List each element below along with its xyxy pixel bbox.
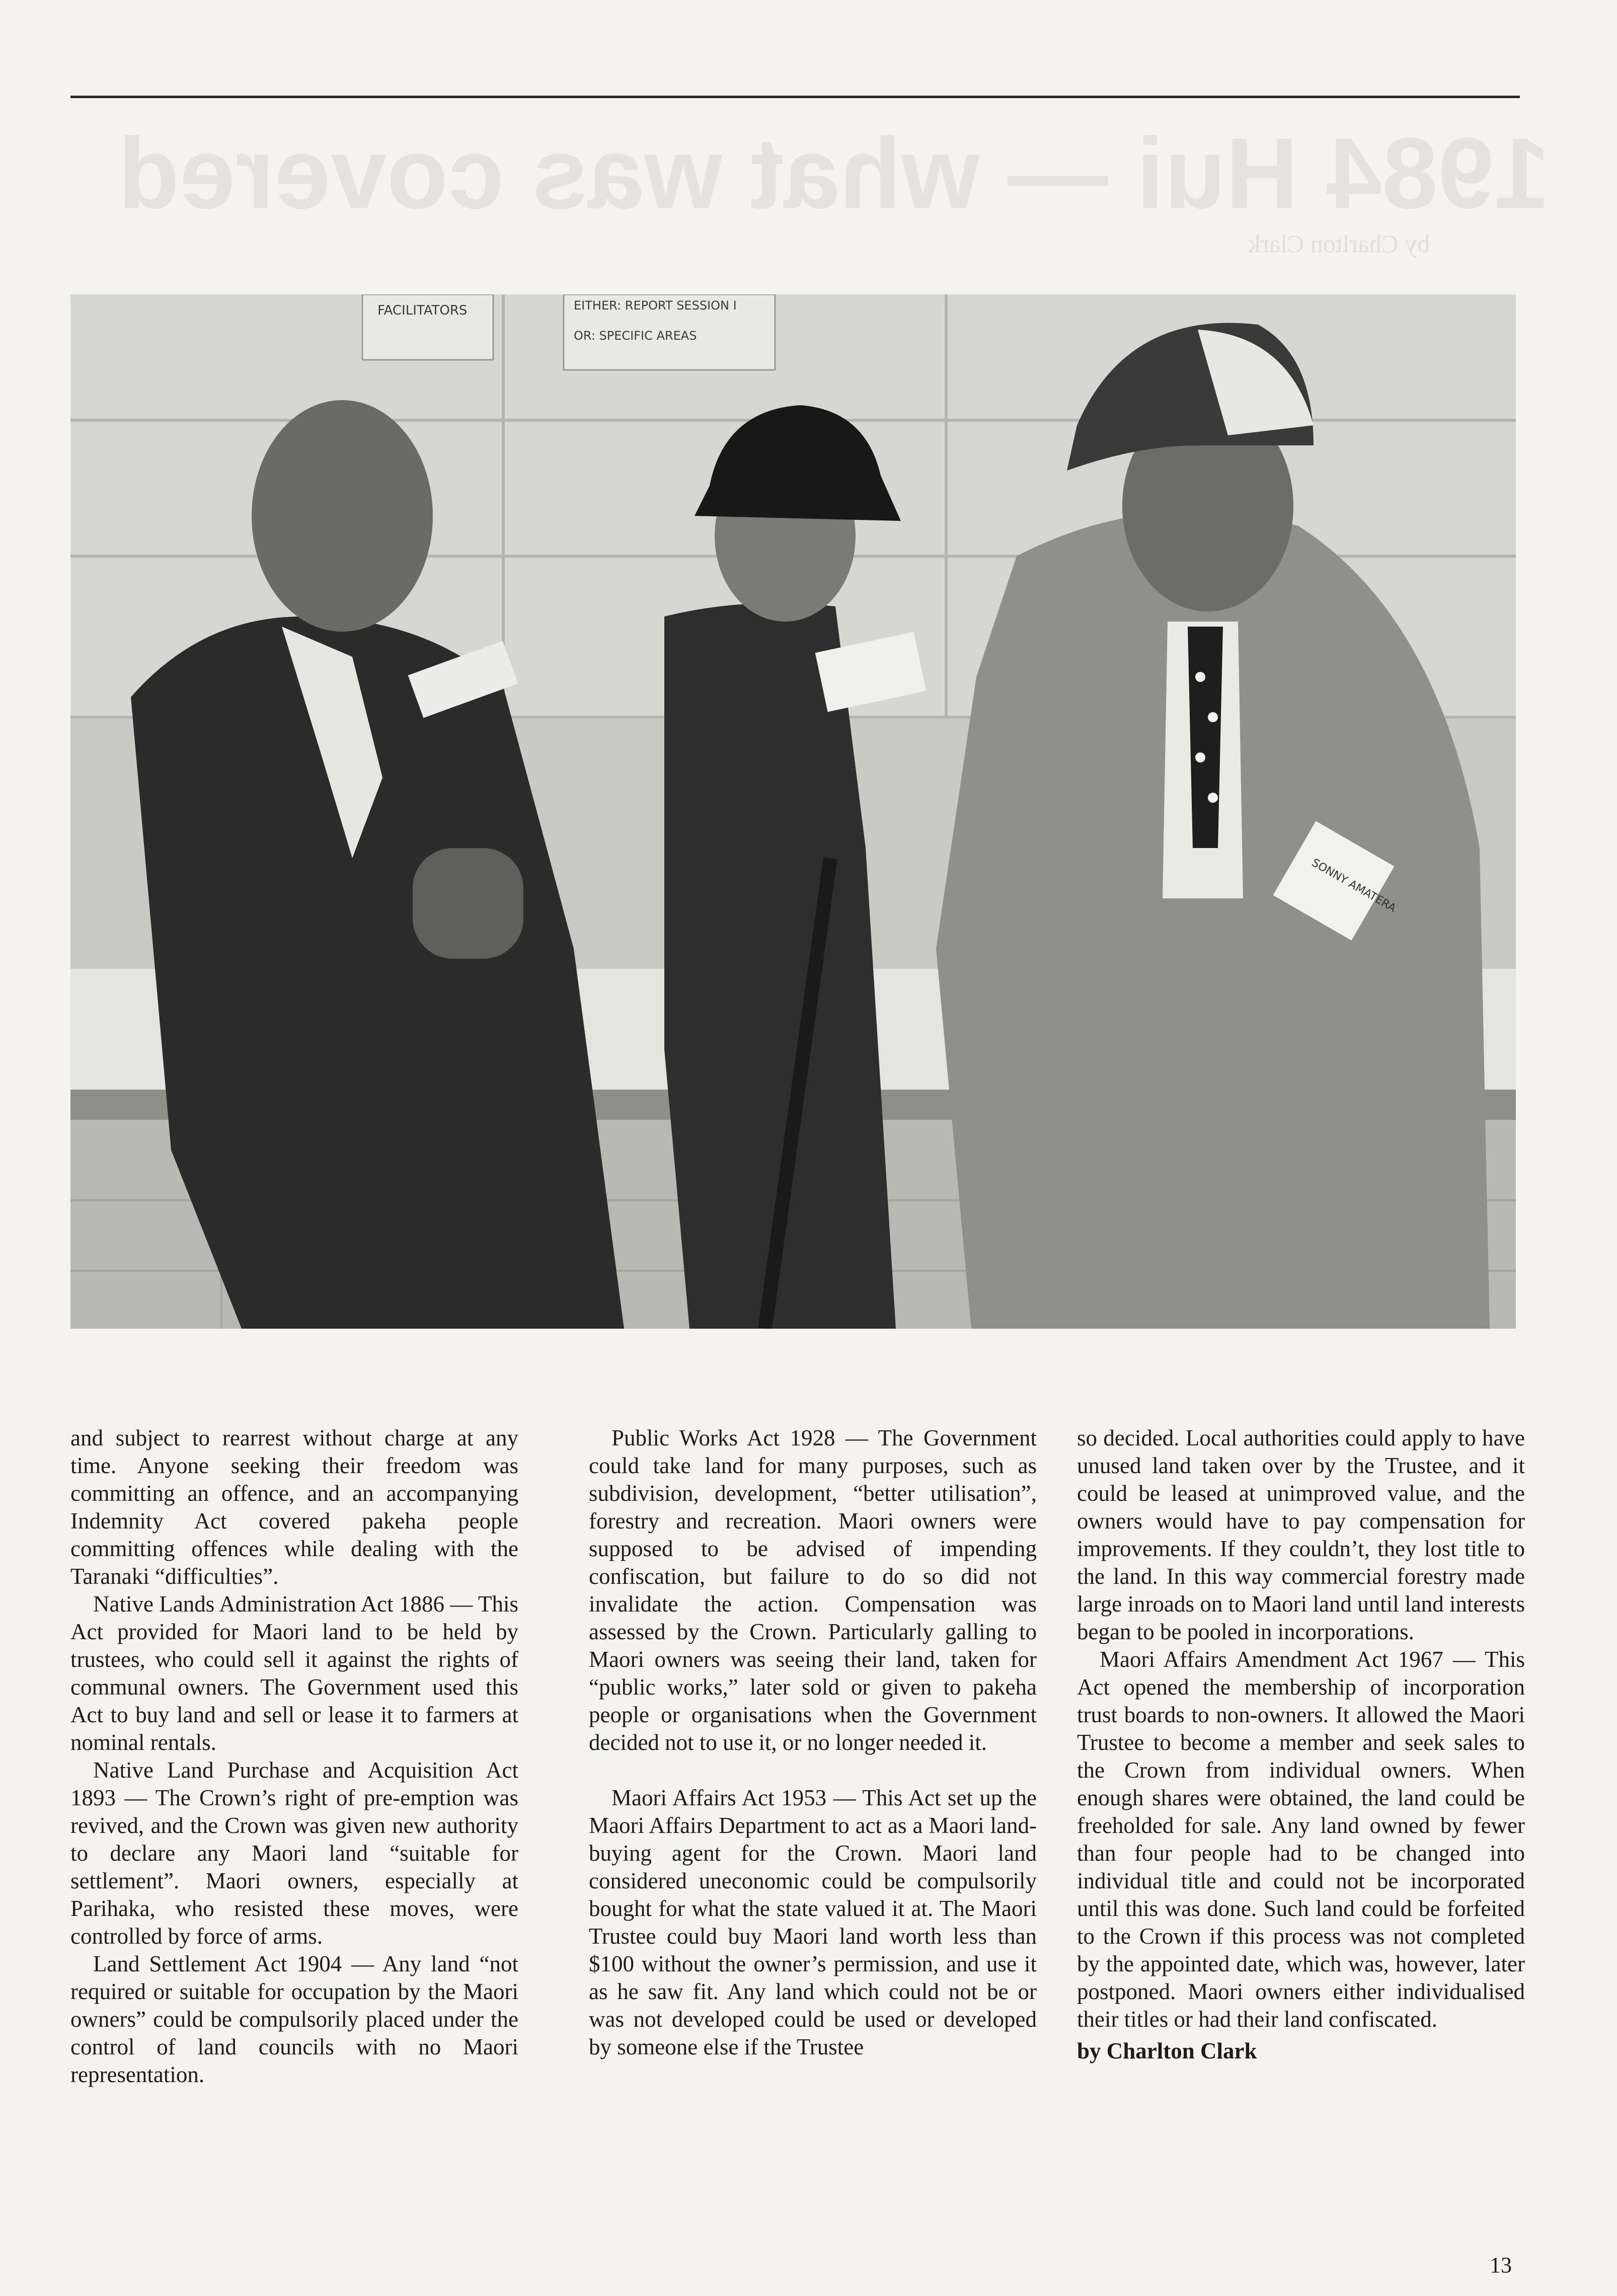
handwritten-note-either: EITHER: REPORT SESSION I [574,298,737,313]
handwritten-note-facilitators: FACILITATORS [377,303,468,318]
paragraph: and subject to rearrest without charge at any time. Anyone seeking their freedom was committing an offence, and an accompanying Indemnity Act covered pakeha people committing offences while dealing with the Taranaki “difficulties”. [70,1425,518,1589]
page-number: 13 [1490,2253,1512,2277]
article-column-1 [70,1424,518,2089]
article-column-2 [589,1424,1037,2061]
paragraph: Maori Affairs Act 1953 — This Act set up the Maori Affairs Department to act as a Maori land-buying agent for the Crown. Maori land considered uneconomic could be compulsorily bought for what the state valued it at. The Maori Trustee could buy Maori land worth less than $100 without the owner’s permission, and use it as he saw fit. Any land which could not be or was not developed could be used or developed by someone else if the Trustee [589,1785,1037,2059]
handwritten-note-or: OR: SPECIFIC AREAS [574,329,697,343]
paragraph: Native Land Purchase and Acquisition Act 1893 — The Crown’s right of pre-emption was revived, and the Crown was given new authority to declare any Maori land “suitable for settlement”. Maori owners, especially at Parihaka, who resisted these moves, were controlled by force of arms. [70,1757,518,1949]
byline: by Charlton Clark [1077,2038,1257,2063]
ghost-byline-show-through: by Charlton Clark [1248,229,1430,258]
paragraph: Land Settlement Act 1904 — Any land “not required or suitable for occupation by the Maori owners” could be compulsorily placed under the control of land councils with no Maori representation. [70,1951,518,2087]
paragraph: so decided. Local authorities could apply to have unused land taken over by the Trustee, and it could be leased at unimproved value, and the owners would have to pay compensation for improvements. If they couldn’t, they lost title to the land. In this way commercial forestry made large inroads on to Maori land until land interests began to be pooled in incorporations. [1077,1425,1525,1644]
paragraph: Public Works Act 1928 — The Government could take land for many purposes, such as subdivision, development, “better utilisation”, forestry and recreation. Maori owners were supposed to be advised of impending confiscation, but failure to do so did not invalidate the action. Compensation was assessed by the Crown. Particularly galling to Maori owners was seeing their land, taken for “public works,” later sold or given to pakeha people or organisations when the Government decided not to use it, or no longer needed it. [589,1425,1037,1755]
photo-three-men-seated [70,294,1516,1329]
name-tag-right: SONNY AMATERA [1309,856,1398,915]
paragraph: Native Lands Administration Act 1886 — This Act provided for Maori land to be held by trustees, who could sell it against the rights of communal owners. The Government used this Act to buy land and sell or lease it to farmers at nominal rentals. [70,1591,518,1755]
article-column-3 [1077,1424,1525,2065]
paragraph: Maori Affairs Amendment Act 1967 — This Act opened the membership of incorporation trust boards to non-owners. It allowed the Maori Trustee to become a member and seek sales to the Crown from individual owners. When enough shares were obtained, the land could be freeholded for sale. Any land owned by fewer than four people had to be changed into individual title and could not be incorporated until this was done. Such land could be forfeited to the Crown if this process was not completed by the appointed date, which was, however, later postponed. Maori owners either individualised their titles or had their land confiscated. [1077,1647,1525,2032]
ghost-title-show-through: 1984 Hui — what was covered [118,117,1550,229]
header-rule [70,96,1520,98]
article-body [70,1424,1525,2230]
